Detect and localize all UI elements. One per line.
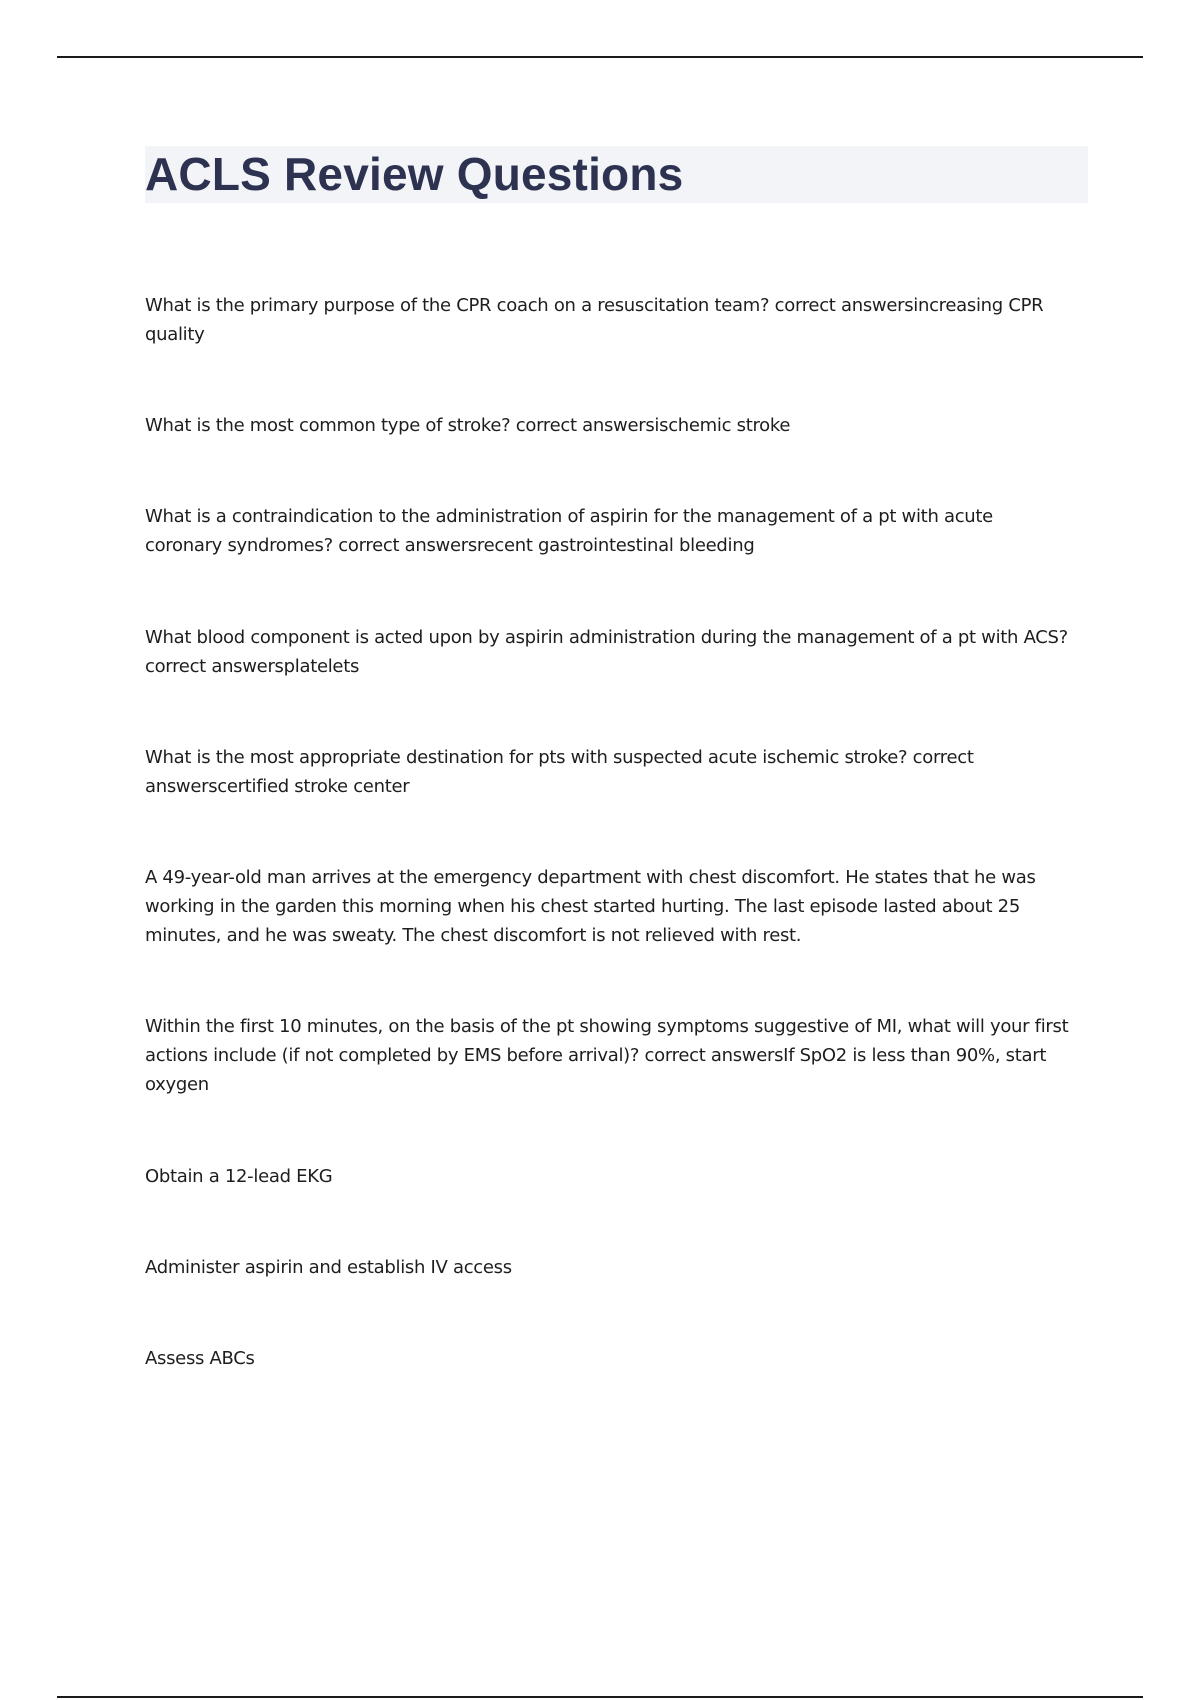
document-title: ACLS Review Questions xyxy=(145,148,684,200)
footer-rule xyxy=(57,1696,1143,1698)
qa-paragraph-blood-component: What blood component is acted upon by aspirin administration during the management of a pt with ACS? correct answersplatelets xyxy=(145,627,1068,677)
action-item-ekg: Obtain a 12-lead EKG xyxy=(145,1166,333,1187)
qa-paragraph-aspirin-contraindication: What is a contraindication to the administration of aspirin for the management of a pt with acute coronary syndromes? correct answersrecent gastrointestinal bleeding xyxy=(145,506,993,556)
action-item-abcs: Assess ABCs xyxy=(145,1348,255,1369)
qa-paragraph-stroke-type: What is the most common type of stroke? correct answersischemic stroke xyxy=(145,415,791,436)
case-scenario-paragraph: A 49-year-old man arrives at the emergency department with chest discomfort. He states that he was working in the garden this morning when his chest started hurting. The last episode lasted about 25 minutes, and he was sweaty. The chest discomfort is not relieved with rest. xyxy=(145,867,1036,946)
action-item-aspirin-iv: Administer aspirin and establish IV access xyxy=(145,1257,512,1278)
qa-paragraph-cpr-coach: What is the primary purpose of the CPR coach on a resuscitation team? correct answersincreasing CPR quality xyxy=(145,295,1044,345)
qa-paragraph-stroke-destination: What is the most appropriate destination for pts with suspected acute ischemic stroke? correct answerscertified stroke center xyxy=(145,747,974,797)
header-rule xyxy=(57,56,1143,58)
qa-paragraph-first-actions: Within the first 10 minutes, on the basis of the pt showing symptoms suggestive of MI, what will your first actions include (if not completed by EMS before arrival)? correct answersIf SpO2 is less than 90%, start oxygen xyxy=(145,1016,1069,1095)
